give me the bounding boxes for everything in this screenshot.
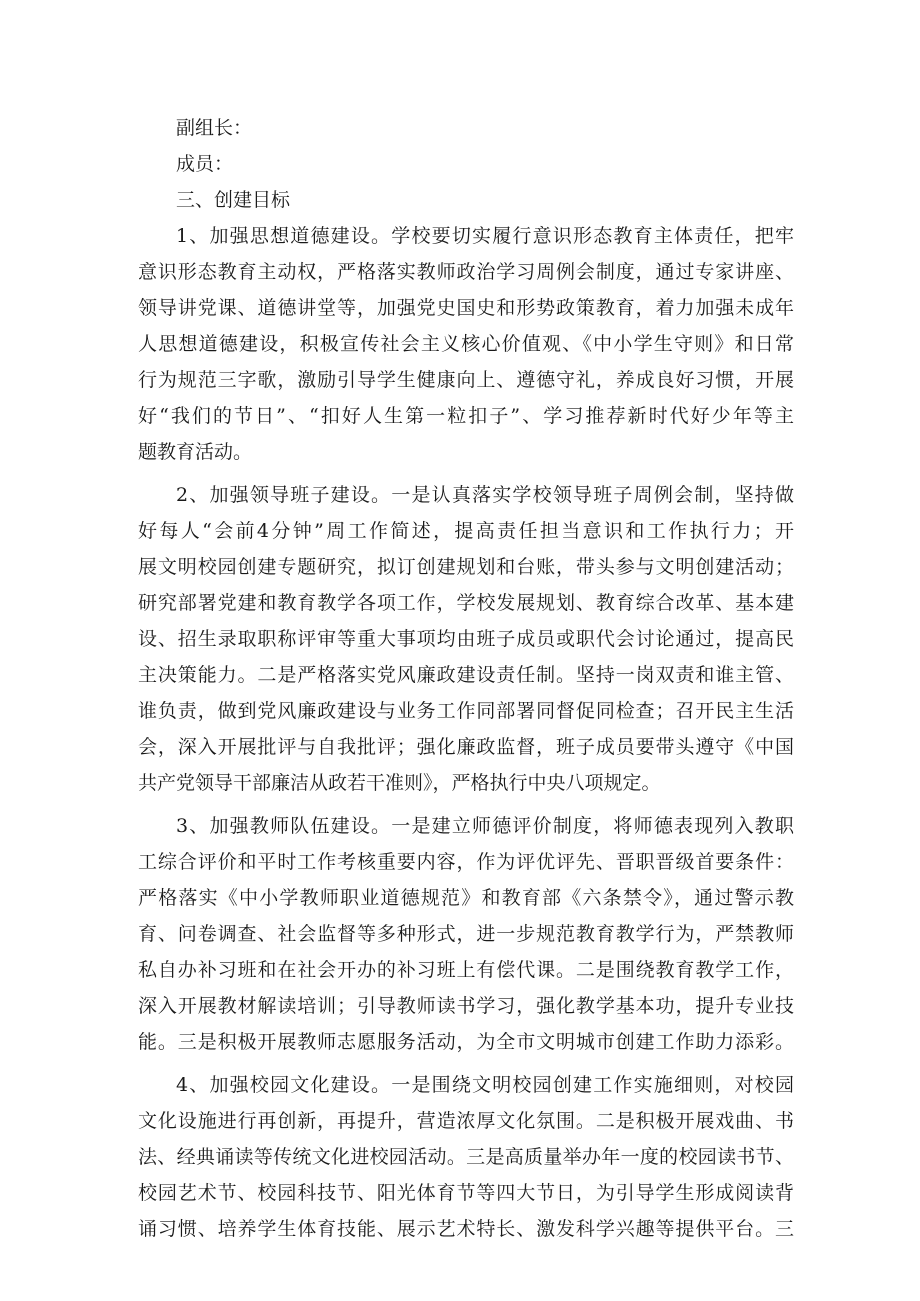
- paragraph-line: 谁负责，做到党风廉政建设与业务工作同部署同督促同检查；召开民主生活: [138, 700, 794, 722]
- paragraph-3: [138, 808, 794, 1060]
- paragraph-line: 工综合评价和平时工作考核重要内容，作为评优评先、晋职晋级首要条件：: [138, 851, 794, 873]
- paragraph-2: [138, 477, 794, 801]
- paragraph-line: 行为规范三字歌，激励引导学生健康向上、遵德守礼，养成良好习惯，开展: [138, 369, 794, 391]
- paragraph-line: 展文明校园创建专题研究，拟订创建规划和台账，带头参与文明创建活动；: [138, 556, 794, 578]
- paragraph-line: 共产党领导干部廉洁从政若干准则》，严格执行中央八项规定。: [138, 772, 661, 794]
- paragraph-line: 诵习惯、培养学生体育技能、展示艺术特长、激发科学兴趣等提供平台。三: [138, 1218, 794, 1240]
- paragraph-line: 研究部署党建和教育教学各项工作，学校发展规划、教育综合改革、基本建: [138, 592, 794, 614]
- paragraph-line: 会，深入开展批评与自我批评；强化廉政监督，班子成员要带头遵守《中国: [138, 736, 794, 758]
- paragraph-line: 意识形态教育主动权，严格落实教师政治学习周例会制度，通过专家讲座、: [138, 261, 794, 283]
- members-line: 成员：: [176, 153, 234, 175]
- paragraph-line: 严格落实《中小学教师职业道德规范》和教育部《六条禁令》，通过警示教: [138, 887, 794, 909]
- paragraph-line: 深入开展教材解读培训；引导教师读书学习，强化教学基本功，提升专业技: [138, 995, 794, 1017]
- paragraph-line: 设、招生录取职称评审等重大事项均由班子成员或职代会讨论通过，提高民: [138, 628, 794, 650]
- paragraph-4: [138, 1067, 794, 1247]
- document-page: [138, 110, 794, 1247]
- paragraph-line: 文化设施进行再创新，再提升，营造浓厚文化氛围。二是积极开展戏曲、书: [138, 1110, 794, 1132]
- paragraph-line: 法、经典诵读等传统文化进校园活动。三是高质量举办年一度的校园读书节、: [138, 1146, 794, 1168]
- section-heading: 三、创建目标: [176, 189, 291, 211]
- paragraph-line: 3、加强教师队伍建设。一是建立师德评价制度，将师德表现列入教职: [176, 815, 794, 837]
- paragraph-line: 校园艺术节、校园科技节、阳光体育节等四大节日，为引导学生形成阅读背: [138, 1182, 794, 1204]
- paragraph-1: [138, 218, 794, 470]
- paragraph-line: 私自办补习班和在社会开办的补习班上有偿代课。二是围绕教育教学工作，: [138, 959, 794, 981]
- paragraph-line: 1、加强思想道德建设。学校要切实履行意识形态教育主体责任，把牢: [176, 225, 794, 247]
- paragraph-line: 领导讲党课、道德讲堂等，加强党史国史和形势政策教育，着力加强未成年: [138, 297, 794, 319]
- paragraph-line: 题教育活动。: [138, 441, 253, 463]
- paragraph-line: 育、问卷调查、社会监督等多种形式，进一步规范教育教学行为，严禁教师: [138, 923, 794, 945]
- paragraph-line: 能。三是积极开展教师志愿服务活动，为全市文明城市创建工作助力添彩。: [138, 1031, 794, 1053]
- paragraph-line: 人思想道德建设，积极宣传社会主义核心价值观、《中小学生守则》和日常: [138, 333, 794, 355]
- paragraph-line: 好“我们的节日”、“扣好人生第一粒扣子”、学习推荐新时代好少年等主: [138, 405, 794, 427]
- paragraph-line: 主决策能力。二是严格落实党风廉政建设责任制。坚持一岗双责和谁主管、: [138, 664, 794, 686]
- vice-leader-line: 副组长：: [176, 117, 253, 139]
- paragraph-line: 2、加强领导班子建设。一是认真落实学校领导班子周例会制，坚持做: [176, 484, 794, 506]
- paragraph-line: 好每人“会前4分钟”周工作简述，提高责任担当意识和工作执行力；开: [138, 520, 794, 542]
- paragraph-line: 4、加强校园文化建设。一是围绕文明校园创建工作实施细则，对校园: [176, 1074, 794, 1096]
